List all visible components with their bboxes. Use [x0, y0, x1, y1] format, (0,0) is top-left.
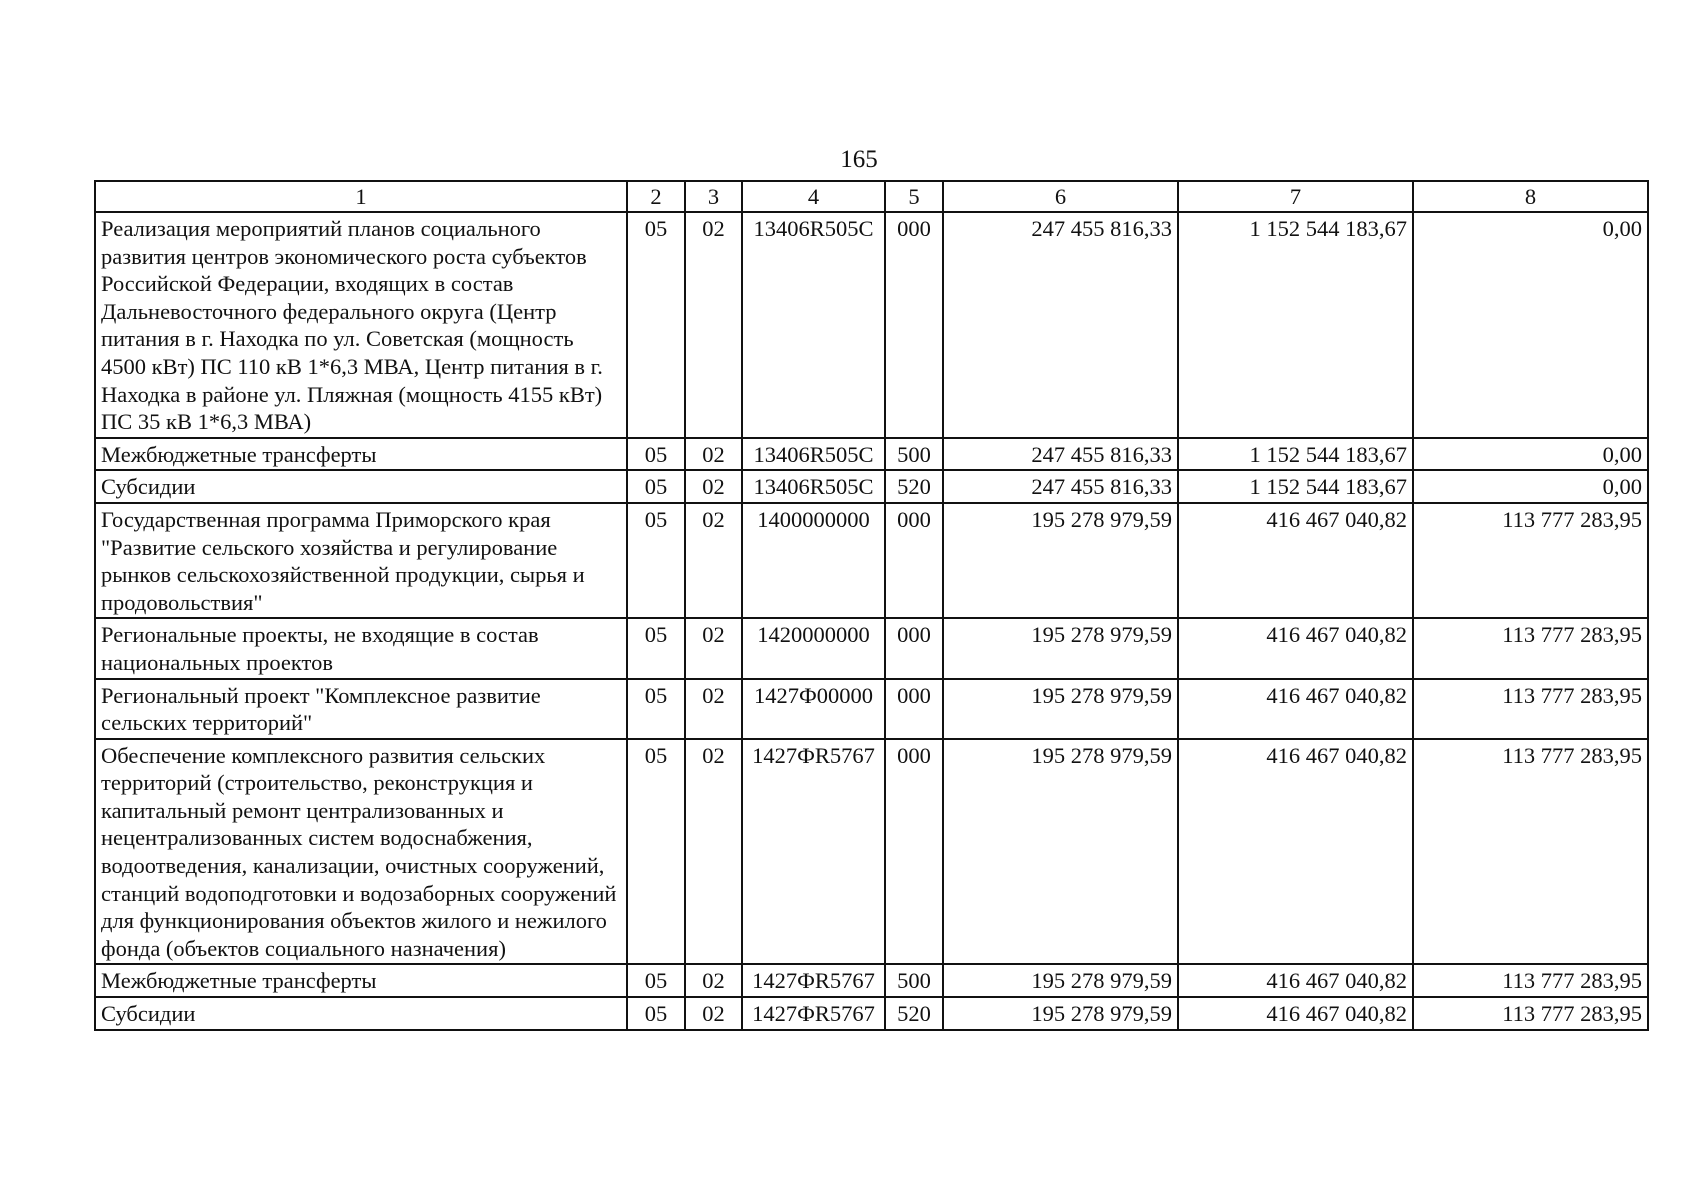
amount-col-8: 113 777 283,95: [1413, 997, 1648, 1030]
amount-col-8: 0,00: [1413, 212, 1648, 438]
code-subsection: 02: [685, 618, 742, 678]
code-expense-type: 000: [885, 739, 943, 965]
row-name: Региональный проект "Комплексное развитие сельских территорий": [95, 679, 627, 739]
amount-col-7: 1 152 544 183,67: [1178, 438, 1413, 471]
amount-col-8: 0,00: [1413, 470, 1648, 503]
row-name: Субсидии: [95, 470, 627, 503]
code-target-article: 13406R505C: [742, 438, 885, 471]
code-expense-type: 000: [885, 618, 943, 678]
table-row: [95, 470, 1648, 503]
amount-col-8: 113 777 283,95: [1413, 964, 1648, 997]
amount-col-6: 195 278 979,59: [943, 618, 1178, 678]
code-section: 05: [627, 470, 685, 503]
table-row: [95, 964, 1648, 997]
amount-col-7: 416 467 040,82: [1178, 503, 1413, 618]
code-target-article: 1427ФR5767: [742, 739, 885, 965]
amount-col-6: 195 278 979,59: [943, 964, 1178, 997]
code-section: 05: [627, 739, 685, 965]
code-subsection: 02: [685, 679, 742, 739]
code-section: 05: [627, 997, 685, 1030]
amount-col-7: 1 152 544 183,67: [1178, 470, 1413, 503]
row-name: Межбюджетные трансферты: [95, 964, 627, 997]
column-header: 8: [1413, 181, 1648, 212]
amount-col-6: 247 455 816,33: [943, 470, 1178, 503]
amount-col-6: 195 278 979,59: [943, 503, 1178, 618]
table-row: [95, 997, 1648, 1030]
amount-col-8: 113 777 283,95: [1413, 679, 1648, 739]
amount-col-8: 113 777 283,95: [1413, 739, 1648, 965]
code-target-article: 13406R505C: [742, 212, 885, 438]
column-header: 6: [943, 181, 1178, 212]
code-expense-type: 520: [885, 997, 943, 1030]
amount-col-8: 113 777 283,95: [1413, 618, 1648, 678]
header-row: [95, 181, 1648, 212]
column-header: 7: [1178, 181, 1413, 212]
row-name: Государственная программа Приморского края "Развитие сельского хозяйства и регулирование рынков сельскохозяйственной продукции, сырья и продовольствия": [95, 503, 627, 618]
code-expense-type: 000: [885, 212, 943, 438]
amount-col-6: 195 278 979,59: [943, 679, 1178, 739]
table-row: [95, 212, 1648, 438]
code-section: 05: [627, 964, 685, 997]
table-row: [95, 503, 1648, 618]
code-subsection: 02: [685, 470, 742, 503]
amount-col-8: 113 777 283,95: [1413, 503, 1648, 618]
code-target-article: 1427Ф00000: [742, 679, 885, 739]
code-section: 05: [627, 212, 685, 438]
code-expense-type: 500: [885, 964, 943, 997]
page-number: 165: [840, 146, 878, 173]
row-name: Региональные проекты, не входящие в состав национальных проектов: [95, 618, 627, 678]
row-name: Обеспечение комплексного развития сельских территорий (строительство, реконструкция и капитальный ремонт централизованных и нецентрализованных систем водоснабжения, водоотведения, канализации, очистных сооружений, станций водоподготовки и водозаборных сооружений для функционирования объектов жилого и нежилого фонда (объектов социального назначения): [95, 739, 627, 965]
code-expense-type: 000: [885, 503, 943, 618]
code-expense-type: 520: [885, 470, 943, 503]
column-header: 5: [885, 181, 943, 212]
amount-col-7: 416 467 040,82: [1178, 964, 1413, 997]
amount-col-6: 247 455 816,33: [943, 212, 1178, 438]
column-header: 4: [742, 181, 885, 212]
amount-col-7: 1 152 544 183,67: [1178, 212, 1413, 438]
code-expense-type: 500: [885, 438, 943, 471]
amount-col-6: 195 278 979,59: [943, 739, 1178, 965]
code-target-article: 1427ФR5767: [742, 997, 885, 1030]
code-subsection: 02: [685, 503, 742, 618]
table-row: [95, 679, 1648, 739]
column-header: 2: [627, 181, 685, 212]
code-target-article: 1400000000: [742, 503, 885, 618]
amount-col-7: 416 467 040,82: [1178, 997, 1413, 1030]
table-row: [95, 438, 1648, 471]
amount-col-6: 195 278 979,59: [943, 997, 1178, 1030]
code-expense-type: 000: [885, 679, 943, 739]
code-section: 05: [627, 503, 685, 618]
code-target-article: 1420000000: [742, 618, 885, 678]
row-name: Субсидии: [95, 997, 627, 1030]
code-section: 05: [627, 618, 685, 678]
amount-col-7: 416 467 040,82: [1178, 679, 1413, 739]
column-header: 1: [95, 181, 627, 212]
amount-col-6: 247 455 816,33: [943, 438, 1178, 471]
code-section: 05: [627, 679, 685, 739]
code-subsection: 02: [685, 438, 742, 471]
row-name: Реализация мероприятий планов социального развития центров экономического роста субъектов Российской Федерации, входящих в состав Дальневосточного федерального округа (Центр питания в г. Находка по ул. Советская (мощность 4500 кВт) ПС 110 кВ 1*6,3 МВА, Центр питания в г. Находка в районе ул. Пляжная (мощность 4155 кВт) ПС 35 кВ 1*6,3 МВА): [95, 212, 627, 438]
code-target-article: 13406R505C: [742, 470, 885, 503]
code-subsection: 02: [685, 964, 742, 997]
amount-col-7: 416 467 040,82: [1178, 618, 1413, 678]
amount-col-8: 0,00: [1413, 438, 1648, 471]
amount-col-7: 416 467 040,82: [1178, 739, 1413, 965]
table-row: [95, 739, 1648, 965]
code-subsection: 02: [685, 739, 742, 965]
code-subsection: 02: [685, 997, 742, 1030]
code-target-article: 1427ФR5767: [742, 964, 885, 997]
code-subsection: 02: [685, 212, 742, 438]
column-header: 3: [685, 181, 742, 212]
table-row: [95, 618, 1648, 678]
row-name: Межбюджетные трансферты: [95, 438, 627, 471]
code-section: 05: [627, 438, 685, 471]
budget-table: [94, 180, 1649, 1031]
